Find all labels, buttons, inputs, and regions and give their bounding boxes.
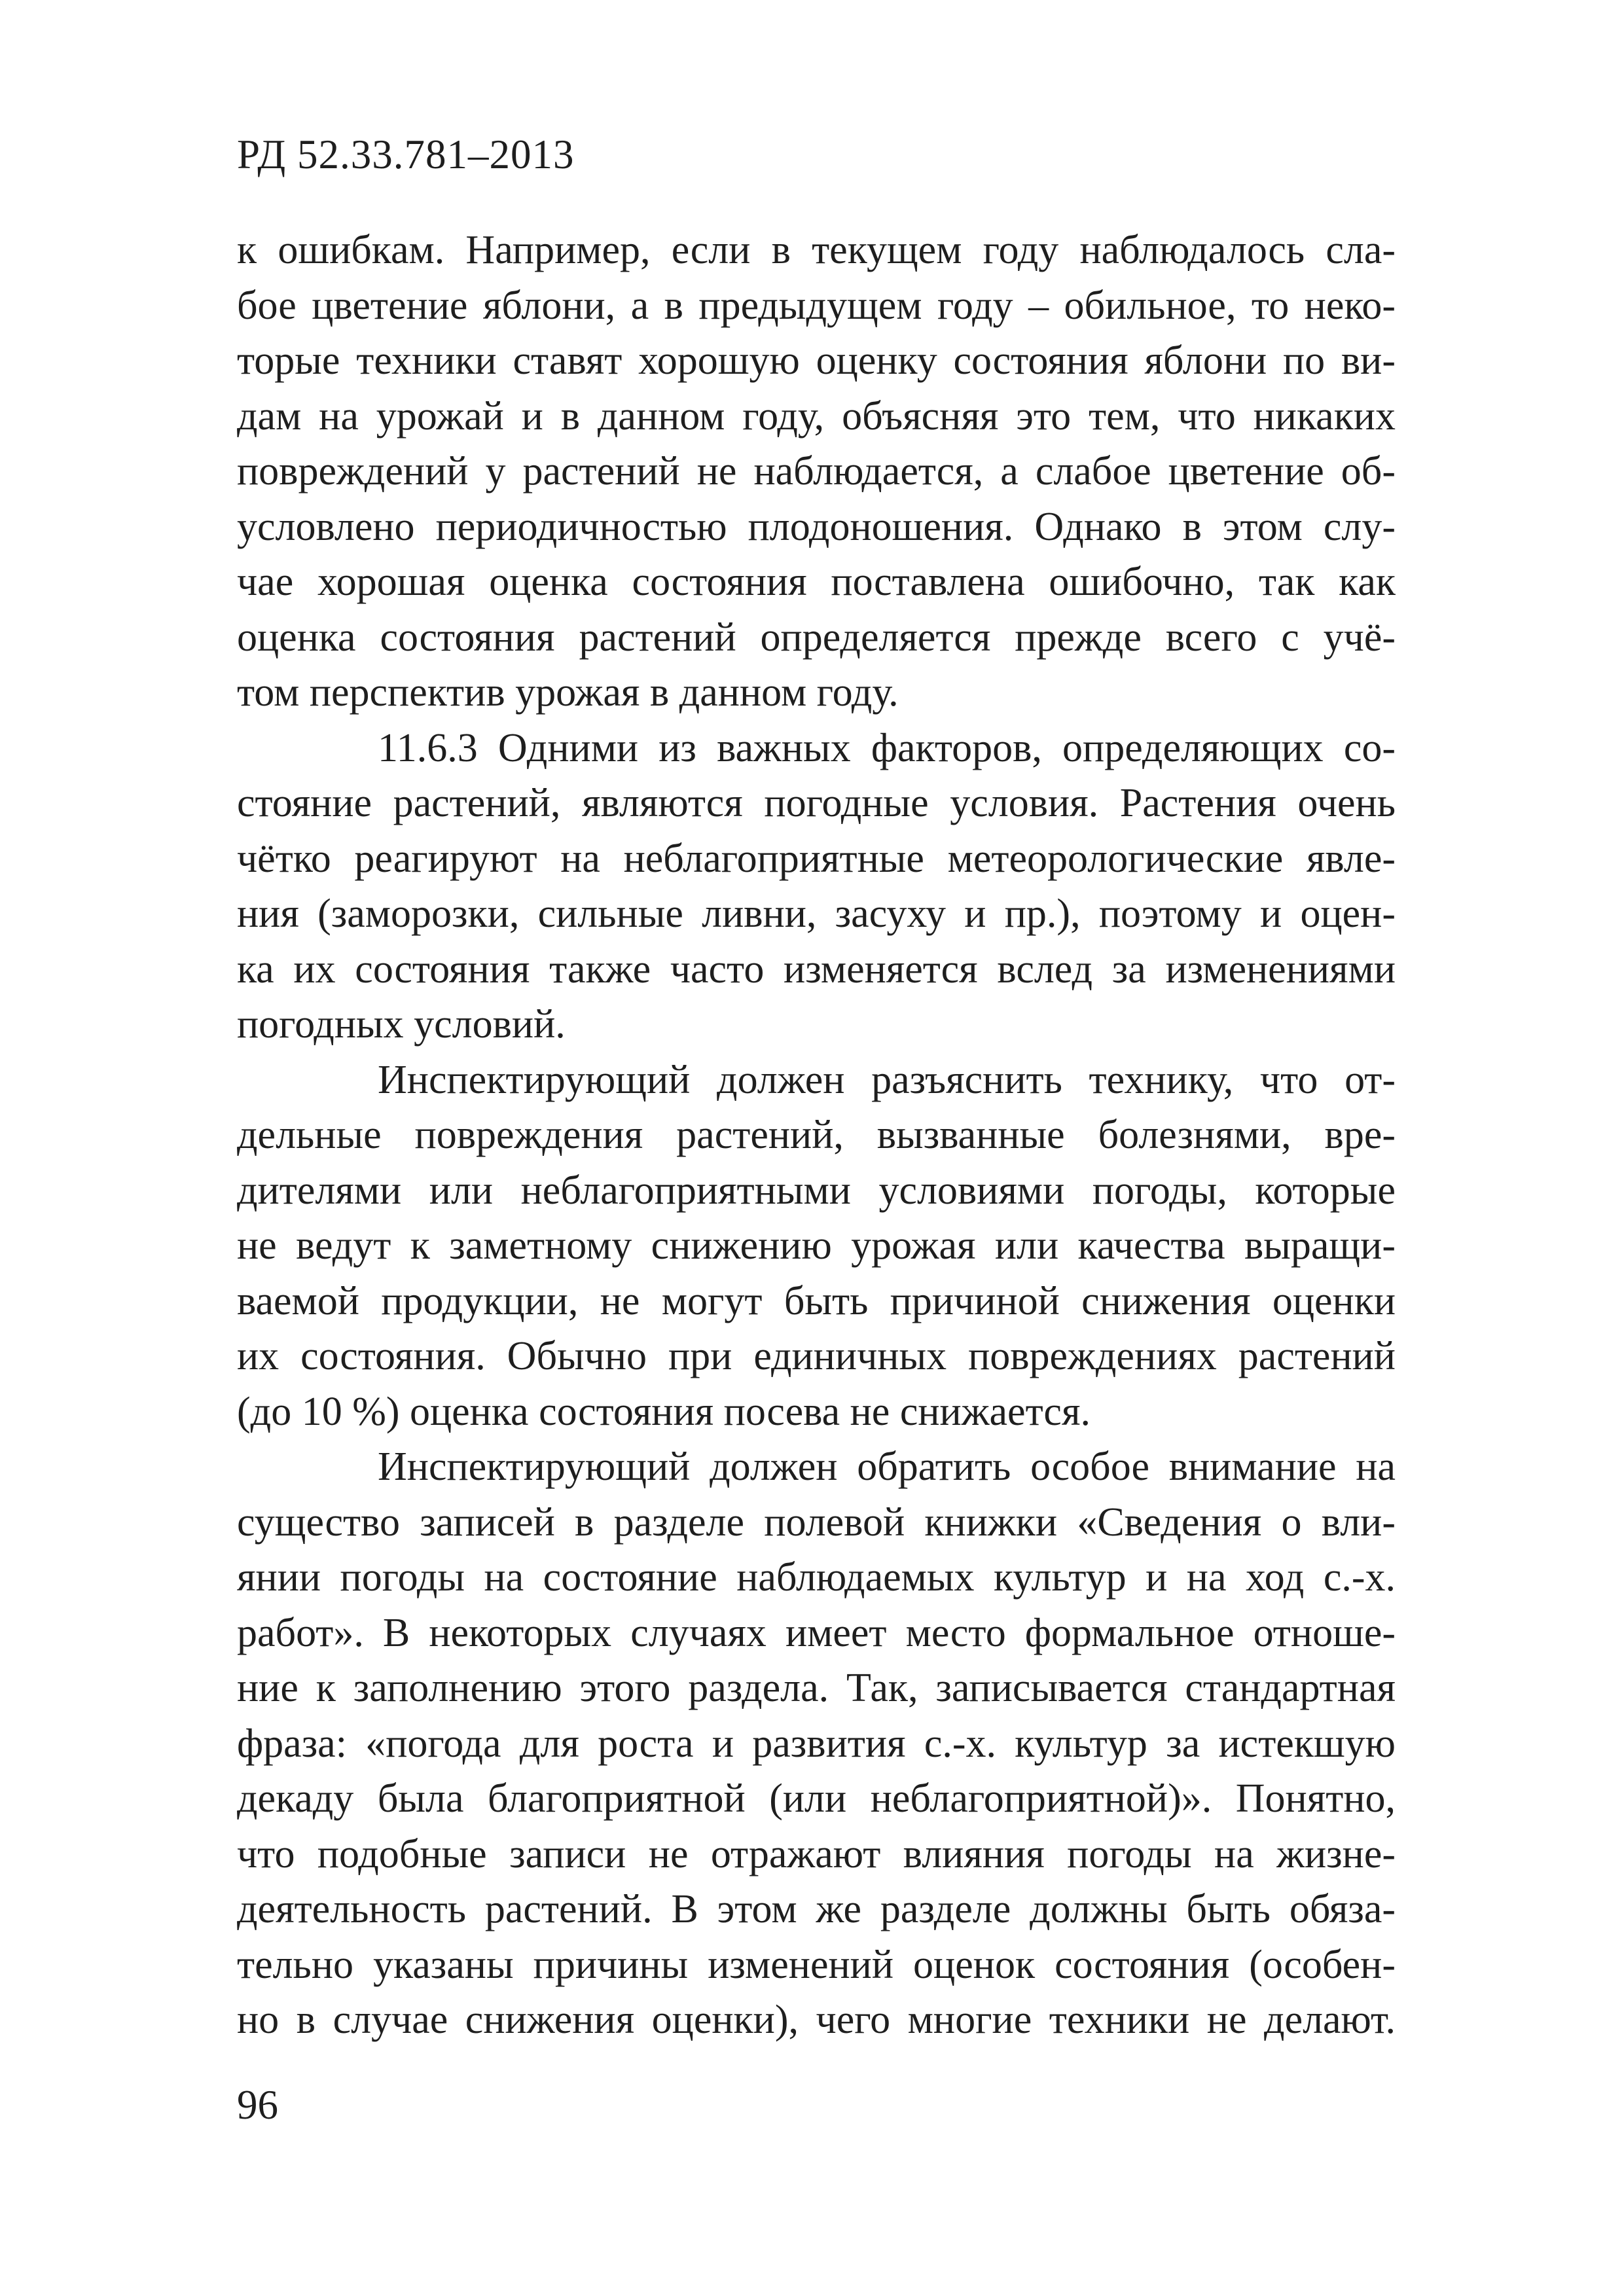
document-code-header: РД 52.33.781–2013	[237, 132, 575, 177]
text-line: бое цветение яблони, а в предыдущем году – обильное, то неко-	[237, 283, 1396, 328]
text-line: дителями или неблагоприятными условиями погоды, которые	[237, 1168, 1396, 1213]
text-line: ваемой продукции, не могут быть причиной снижения оценки	[237, 1278, 1396, 1323]
text-line: работ». В некоторых случаях имеет место формальное отноше-	[237, 1610, 1396, 1655]
text-line: Инспектирующий должен разъяснить технику, что от-	[378, 1057, 1396, 1102]
paragraph-11-6-3	[237, 721, 1396, 1052]
text-line: но в случае снижения оценки), чего многие техники не делают.	[237, 1998, 1396, 2042]
text-line: повреждений у растений не наблюдается, а слабое цветение об-	[237, 449, 1396, 493]
text-line: ние к заполнению этого раздела. Так, записывается стандартная	[237, 1666, 1396, 1710]
text-line: погодных условий.	[237, 1002, 566, 1047]
text-line: условлено периодичностью плодоношения. Однако в этом слу-	[237, 504, 1396, 549]
paragraph	[237, 1052, 1396, 1440]
text-line: что подобные записи не отражают влияния погоды на жизне-	[237, 1831, 1396, 1876]
text-line: (до 10 %) оценка состояния посева не снижается.	[237, 1389, 1091, 1434]
paragraph	[237, 223, 1396, 721]
page-number: 96	[237, 2082, 278, 2128]
text-line: дам на урожай и в данном году, объясняя это тем, что никаких	[237, 393, 1396, 439]
text-line: том перспектив урожая в данном году.	[237, 670, 899, 715]
text-line: оценка состояния растений определяется прежде всего с учё-	[237, 615, 1396, 660]
text-line: деятельность растений. В этом же разделе должны быть обяза-	[237, 1887, 1396, 1931]
text-line: чётко реагируют на неблагоприятные метеорологические явле-	[237, 836, 1396, 881]
text-line: тельно указаны причины изменений оценок состояния (особен-	[237, 1942, 1396, 1987]
text-line: ния (заморозки, сильные ливни, засуху и пр.), поэтому и оцен-	[237, 891, 1396, 936]
text-line: стояние растений, являются погодные условия. Растения очень	[237, 781, 1396, 825]
text-line: дельные повреждения растений, вызванные болезнями, вре-	[237, 1113, 1396, 1157]
body-text	[237, 223, 1396, 2048]
text-line: фраза: «погода для роста и развития с.-х. культур за истекшую	[237, 1721, 1396, 1766]
text-line: существо записей в разделе полевой книжки «Сведения о вли-	[237, 1499, 1396, 1545]
text-line: чае хорошая оценка состояния поставлена ошибочно, так как	[237, 560, 1396, 604]
text-line: не ведут к заметному снижению урожая или качества выращи-	[237, 1223, 1396, 1268]
text-line: к ошибкам. Например, если в текущем году наблюдалось сла-	[237, 228, 1396, 272]
text-line: ка их состояния также часто изменяется вслед за изменениями	[237, 946, 1396, 992]
text-line: янии погоды на состояние наблюдаемых культур и на ход с.-х.	[237, 1555, 1396, 1600]
text-line: декаду была благоприятной (или неблагоприятной)». Понятно,	[237, 1776, 1396, 1821]
text-line: их состояния. Обычно при единичных повреждениях растений	[237, 1334, 1396, 1378]
text-line: торые техники ставят хорошую оценку состояния яблони по ви-	[237, 338, 1396, 383]
paragraph	[237, 1439, 1396, 2048]
text-line: 11.6.3 Одними из важных факторов, определяющих со-	[378, 725, 1396, 770]
text-line: Инспектирующий должен обратить особое внимание на	[378, 1444, 1396, 1489]
